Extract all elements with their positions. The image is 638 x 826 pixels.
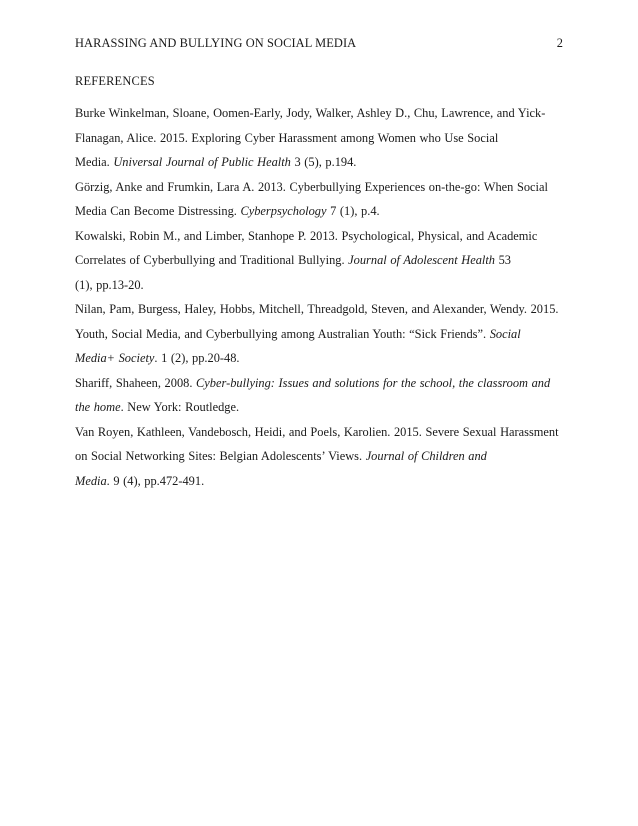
- reference-text: . 9 (4), pp.472-491.: [106, 473, 205, 488]
- reference-text: Shariff, Shaheen, 2008.: [75, 375, 197, 390]
- reference-line: [75, 444, 563, 469]
- reference-line: [75, 199, 563, 224]
- reference-italic-text: Cyber-bullying: Issues and solutions for the school, the classroom and: [196, 375, 551, 390]
- reference-italic-text: Journal of Children and: [365, 449, 487, 463]
- reference-text: (1), pp.13-20.: [75, 277, 144, 292]
- reference-text: Nilan, Pam, Burgess, Haley, Hobbs, Mitchell, Threadgold, Steven, and Alexander, Wendy. 2015.: [75, 302, 559, 316]
- reference-text: 3 (5), p.194.: [290, 155, 357, 169]
- reference-entry: [75, 420, 563, 494]
- reference-text: Youth, Social Media, and Cyberbullying among Australian Youth: “Sick Friends”.: [75, 326, 490, 341]
- reference-line: [75, 224, 563, 249]
- reference-text: Media.: [75, 155, 114, 169]
- reference-text: Görzig, Anke and Frumkin, Lara A. 2013. Cyberbullying Experiences on-the-go: When Social: [75, 179, 548, 194]
- reference-line: [75, 175, 563, 200]
- reference-text: Van Royen, Kathleen, Vandebosch, Heidi, and Poels, Karolien. 2015. Severe Sexual Harassment: [75, 424, 559, 439]
- reference-text: on Social Networking Sites: Belgian Adolescents’ Views.: [75, 449, 366, 463]
- reference-italic-text: Social: [489, 326, 521, 341]
- page-number: 2: [556, 36, 563, 50]
- reference-line: [75, 346, 563, 371]
- reference-text: Kowalski, Robin M., and Limber, Stanhope P. 2013. Psychological, Physical, and Academic: [75, 228, 538, 243]
- reference-line: [75, 126, 563, 151]
- reference-text: Correlates of Cyberbullying and Traditional Bullying.: [75, 253, 349, 267]
- running-head-title: HARASSING AND BULLYING ON SOCIAL MEDIA: [75, 36, 357, 50]
- reference-line: [75, 150, 563, 175]
- reference-italic-text: Cyberpsychology: [240, 204, 327, 218]
- reference-line: [75, 469, 563, 494]
- reference-line: [75, 248, 563, 273]
- reference-text: Media Can Become Distressing.: [75, 204, 241, 218]
- reference-text: 7 (1), p.4.: [326, 204, 380, 218]
- reference-line: [75, 322, 563, 347]
- reference-text: Flanagan, Alice. 2015. Exploring Cyber Harassment among Women who Use Social: [75, 130, 499, 145]
- reference-entry: [75, 224, 563, 298]
- reference-text: Burke Winkelman, Sloane, Oomen-Early, Jody, Walker, Ashley D., Chu, Lawrence, and Yick-: [75, 106, 546, 120]
- reference-entry: [75, 371, 563, 420]
- reference-italic-text: Universal Journal of Public Health: [113, 155, 291, 169]
- reference-italic-text: Media+ Society: [75, 351, 155, 365]
- reference-entry: [75, 101, 563, 175]
- reference-line: [75, 371, 563, 396]
- reference-line: [75, 395, 563, 420]
- reference-entry: [75, 175, 563, 224]
- reference-text: . 1 (2), pp.20-48.: [154, 351, 240, 365]
- reference-text: . New York: Routledge.: [120, 400, 240, 414]
- reference-italic-text: Media: [75, 473, 107, 488]
- reference-line: [75, 273, 563, 298]
- reference-line: [75, 420, 563, 445]
- reference-italic-text: Journal of Adolescent Health: [348, 253, 496, 267]
- references-heading: REFERENCES: [75, 74, 155, 88]
- references-list: [75, 101, 563, 493]
- reference-text: 53: [495, 253, 512, 267]
- reference-line: [75, 101, 563, 126]
- reference-line: [75, 297, 563, 322]
- reference-entry: [75, 297, 563, 371]
- reference-italic-text: the home: [75, 400, 121, 414]
